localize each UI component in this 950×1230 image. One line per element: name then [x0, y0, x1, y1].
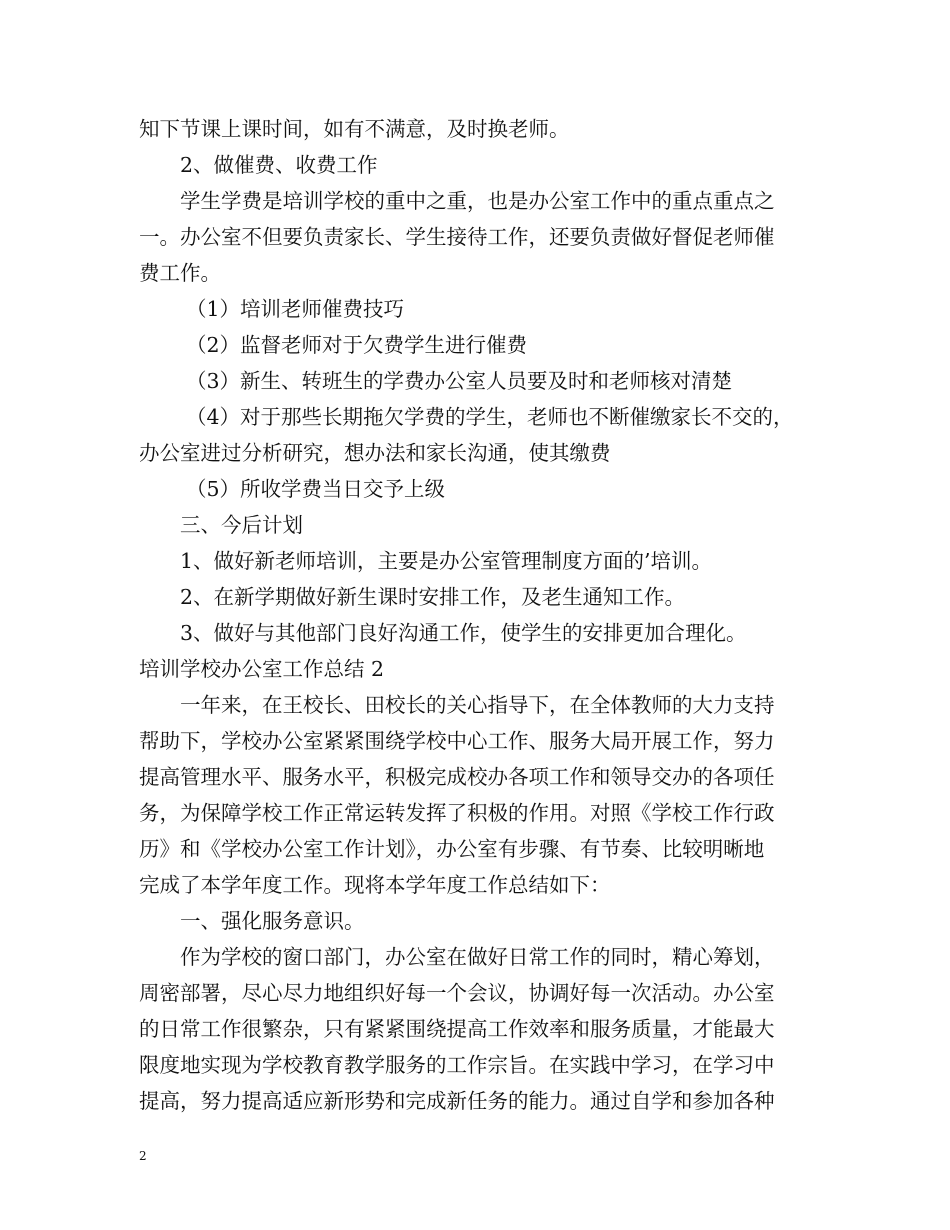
paragraph-line: 限度地实现为学校教育教学服务的工作宗旨。在实践中学习，在学习中 [139, 1053, 775, 1077]
list-item: 2、在新学期做好新生课时安排工作，及老生通知工作。 [180, 585, 686, 609]
section-heading: 一、强化服务意识。 [180, 909, 365, 933]
paragraph-line: 帮助下，学校办公室紧紧围绕学校中心工作、服务大局开展工作，努力 [139, 729, 775, 753]
list-item: 3、做好与其他部门良好沟通工作，使学生的安排更加合理化。 [180, 621, 747, 645]
page-number: 2 [139, 1149, 147, 1163]
paragraph-line: 一年来，在王校长、田校长的关心指导下，在全体教师的大力支持 [180, 693, 775, 717]
paragraph-line: 费工作。 [139, 261, 221, 285]
list-item: （2）监督老师对于欠费学生进行催费 [186, 333, 528, 357]
paragraph-line: 历》和《学校办公室工作计划》，办公室有步骤、有节奏、比较明晰地 [139, 837, 765, 861]
paragraph-line: 务，为保障学校工作正常运转发挥了积极的作用。对照《学校工作行政 [139, 801, 775, 825]
paragraph-line: 作为学校的窗口部门，办公室在做好日常工作的同时，精心筹划， [180, 945, 775, 969]
paragraph-line: 学生学费是培训学校的重中之重，也是办公室工作中的重点重点之 [180, 189, 775, 213]
list-item: （5）所收学费当日交予上级 [186, 477, 446, 501]
paragraph-line: 提高管理水平、服务水平，积极完成校办各项工作和领导交办的各项任 [139, 765, 775, 789]
list-item: （1）培训老师催费技巧 [186, 297, 405, 321]
section-heading: 三、今后计划 [180, 513, 303, 537]
document-title: 培训学校办公室工作总结 2 [139, 657, 385, 681]
paragraph-line: 的日常工作很繁杂，只有紧紧围绕提高工作效率和服务质量，才能最大 [139, 1017, 775, 1041]
paragraph-line: 周密部署，尽心尽力地组织好每一个会议，协调好每一次活动。办公室 [139, 981, 775, 1005]
list-item: 1、做好新老师培训，主要是办公室管理制度方面的’培训。 [180, 549, 713, 573]
list-item: （3）新生、转班生的学费办公室人员要及时和老师核对清楚 [186, 369, 733, 393]
paragraph-line: 一。办公室不但要负责家长、学生接待工作，还要负责做好督促老师催 [139, 225, 775, 249]
list-item-continuation: 办公室进过分析研究，想办法和家长沟通，使其缴费 [139, 441, 611, 465]
list-item: （4）对于那些长期拖欠学费的学生，老师也不断催缴家长不交的， [186, 405, 794, 429]
body-text-line: 知下节课上课时间，如有不满意，及时换老师。 [139, 117, 570, 141]
section-heading: 2、做催费、收费工作 [180, 153, 378, 177]
paragraph-line: 提高，努力提高适应新形势和完成新任务的能力。通过自学和参加各种 [139, 1089, 775, 1113]
paragraph-line: 完成了本学年度工作。现将本学年度工作总结如下： [139, 873, 611, 897]
